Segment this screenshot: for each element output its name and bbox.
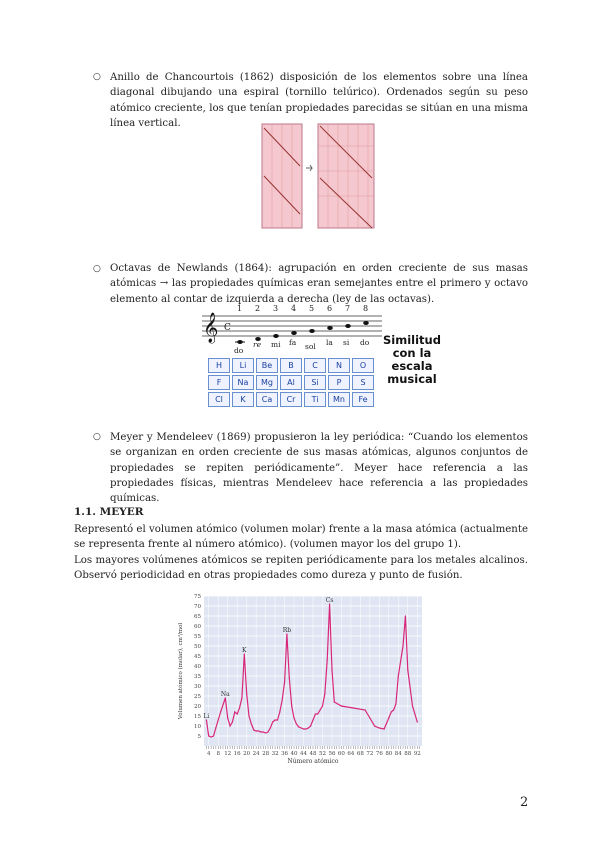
x-tick-label: 20: [243, 751, 251, 757]
data-point: [301, 727, 302, 728]
y-tick-label: 45: [194, 654, 201, 660]
data-point: [293, 717, 294, 718]
data-point: [284, 681, 285, 682]
y-tick-label: 20: [194, 704, 201, 710]
x-tick-label: 28: [262, 751, 270, 757]
element-box: Mn: [328, 392, 350, 407]
data-point: [241, 697, 242, 698]
element-box: Be: [256, 358, 278, 373]
element-box: F: [208, 375, 230, 390]
note-name: do: [234, 346, 244, 355]
chancourtois-paragraph: Anillo de Chancourtois (1862) disposición de los elementos sobre una línea diagonal dibujando una espiral (tornillo telúrico). Ordenados según su peso atómico creciente, los que tenían propiedades parecidas se sitúan en una misma línea vertical.: [110, 72, 528, 129]
data-point: [296, 723, 297, 724]
data-point: [334, 701, 335, 702]
data-point: [317, 713, 318, 714]
data-point: [369, 717, 370, 718]
data-point: [398, 675, 399, 676]
data-point: [353, 707, 354, 708]
data-point: [331, 669, 332, 670]
data-point: [303, 728, 304, 729]
similitud-caption: Similitud con la escala musical: [383, 333, 441, 386]
element-box: B: [280, 358, 302, 373]
x-tick-label: 64: [347, 751, 355, 757]
x-tick-label: 16: [233, 751, 241, 757]
y-tick-label: 15: [194, 714, 201, 720]
data-point: [417, 721, 418, 722]
page-number: 2: [520, 795, 529, 810]
data-point: [279, 711, 280, 712]
data-point: [405, 615, 406, 616]
element-box: Na: [232, 375, 254, 390]
element-box: Li: [232, 358, 254, 373]
y-tick-label: 60: [194, 624, 201, 630]
x-tick-label: 40: [290, 751, 298, 757]
meyer-paragraph-1: Representó el volumen atómico (volumen molar) frente a la masa atómica (actualmente se representa frente al número atómico). (volumen mayor los del grupo 1).: [74, 524, 528, 551]
element-annotation: K: [242, 647, 247, 654]
bullet-icon: ○: [93, 264, 101, 274]
x-tick-label: 12: [224, 751, 232, 757]
y-tick-label: 25: [194, 694, 201, 700]
x-tick-label: 72: [366, 751, 374, 757]
data-point: [253, 729, 254, 730]
element-box: Si: [304, 375, 326, 390]
data-point: [265, 732, 266, 733]
element-box: H: [208, 358, 230, 373]
x-tick-label: 80: [385, 751, 393, 757]
element-box: Ca: [256, 392, 278, 407]
element-box: Cr: [280, 392, 302, 407]
data-point: [305, 728, 306, 729]
x-tick-label: 92: [413, 751, 421, 757]
element-annotation: Li: [203, 713, 210, 720]
note-name: si: [343, 338, 350, 347]
element-box: K: [232, 392, 254, 407]
data-point: [272, 721, 273, 722]
octave-number: 5: [309, 304, 315, 313]
y-tick-label: 5: [197, 734, 201, 740]
data-point: [322, 705, 323, 706]
data-point: [270, 727, 271, 728]
x-tick-label: 48: [309, 751, 317, 757]
element-box: S: [352, 375, 374, 390]
data-point: [312, 719, 313, 720]
data-point: [320, 709, 321, 710]
x-tick-label: 88: [404, 751, 412, 757]
data-point: [365, 709, 366, 710]
data-point: [263, 731, 264, 732]
octave-number: 3: [273, 304, 279, 313]
y-axis-label: Volumen atómico (molar), cm³/mol: [178, 622, 184, 720]
element-box: Mg: [256, 375, 278, 390]
data-point: [407, 669, 408, 670]
y-tick-label: 50: [194, 644, 201, 650]
data-point: [215, 727, 216, 728]
element-box: N: [328, 358, 350, 373]
data-point: [246, 693, 247, 694]
data-point: [388, 717, 389, 718]
octave-number: 1: [237, 304, 243, 313]
data-point: [327, 659, 328, 660]
element-box: Ti: [304, 392, 326, 407]
y-tick-label: 35: [194, 674, 201, 680]
data-point: [234, 711, 235, 712]
data-point: [391, 711, 392, 712]
data-point: [282, 699, 283, 700]
data-point: [324, 693, 325, 694]
note-name: mi: [271, 340, 281, 349]
y-tick-label: 55: [194, 634, 201, 640]
y-tick-label: 65: [194, 614, 201, 620]
data-point: [232, 721, 233, 722]
element-box: Al: [280, 375, 302, 390]
y-tick-label: 40: [194, 664, 201, 670]
octave-number: 8: [363, 304, 369, 313]
data-point: [315, 713, 316, 714]
data-point: [211, 736, 212, 737]
x-tick-label: 76: [375, 751, 383, 757]
data-point: [308, 727, 309, 728]
element-box: C: [304, 358, 326, 373]
octave-number: 2: [255, 304, 261, 313]
x-tick-label: 4: [206, 751, 211, 757]
newlands-figure: [202, 304, 440, 412]
x-tick-label: 84: [394, 751, 402, 757]
y-tick-label: 30: [194, 684, 201, 690]
element-annotation: Cs: [325, 597, 334, 604]
y-tick-label: 75: [194, 594, 201, 600]
data-point: [248, 715, 249, 716]
x-tick-label: 60: [337, 751, 345, 757]
data-point: [274, 719, 275, 720]
x-tick-label: 52: [318, 751, 326, 757]
meyer-paragraph-2: Los mayores volúmenes atómicos se repiten periódicamente para los metales alcalinos. Observó periodicidad en otras propiedades como dureza y punto de fusión.: [74, 555, 528, 582]
data-point: [310, 725, 311, 726]
element-annotation: Rb: [282, 627, 292, 634]
data-point: [383, 728, 384, 729]
x-tick-label: 32: [271, 751, 279, 757]
data-point: [402, 645, 403, 646]
data-point: [291, 705, 292, 706]
x-tick-label: 44: [300, 751, 308, 757]
chancourtois-figure: [250, 116, 380, 232]
y-tick-label: 70: [194, 604, 201, 610]
svg-text:𝄞: 𝄞: [203, 313, 219, 343]
data-point: [341, 705, 342, 706]
data-point: [298, 726, 299, 727]
octave-number: 4: [291, 304, 297, 313]
element-annotation: Na: [220, 691, 230, 698]
element-box: Fe: [352, 392, 374, 407]
note-name: fa: [289, 338, 297, 347]
note-name: do: [360, 338, 370, 347]
x-tick-label: 68: [356, 751, 364, 757]
data-point: [220, 711, 221, 712]
bullet-icon: ○: [93, 72, 101, 82]
element-box: P: [328, 375, 350, 390]
data-point: [256, 730, 257, 731]
octave-number: 7: [345, 304, 351, 313]
x-tick-label: 36: [281, 751, 289, 757]
data-point: [289, 677, 290, 678]
x-tick-label: 8: [216, 751, 220, 757]
data-point: [379, 727, 380, 728]
data-point: [374, 725, 375, 726]
data-point: [239, 707, 240, 708]
note-name: re: [253, 340, 262, 349]
x-axis-label: Número atómico: [287, 758, 339, 765]
element-box: Cl: [208, 392, 230, 407]
meyer-mendeleev-paragraph: Meyer y Mendeleev (1869) propusieron la ley periódica: “Cuando los elementos se organizan en orden creciente de sus masas atómicas, algunos conjuntos de propiedades se repiten periódicamente”. Meyer hace referencia a las propiedades físicas, mientras Mendeleev hace referencia a las propiedades químicas.: [110, 432, 528, 505]
data-point: [267, 731, 268, 732]
x-tick-label: 24: [252, 751, 260, 757]
section-heading: 1.1. MEYER: [74, 506, 144, 518]
data-point: [393, 709, 394, 710]
data-point: [395, 703, 396, 704]
data-point: [251, 723, 252, 724]
data-point: [412, 705, 413, 706]
note-name: la: [326, 338, 333, 347]
x-tick-label: 56: [328, 751, 336, 757]
data-point: [213, 735, 214, 736]
data-point: [229, 725, 230, 726]
data-point: [258, 730, 259, 731]
data-point: [277, 719, 278, 720]
data-point: [260, 731, 261, 732]
data-point: [208, 735, 209, 736]
octave-number: 6: [327, 304, 333, 313]
data-point: [237, 713, 238, 714]
element-box: O: [352, 358, 374, 373]
bullet-icon: ○: [93, 432, 101, 442]
y-tick-label: 10: [194, 724, 201, 730]
atomic-volume-chart: [170, 590, 432, 774]
data-point: [227, 717, 228, 718]
svg-text:C: C: [224, 323, 231, 333]
newlands-paragraph: Octavas de Newlands (1864): agrupación en orden creciente de sus masas atómicas → las propiedades químicas eran semejantes entre el primero y octavo elemento al contar de izquierda a derecha (ley de las octavas).: [110, 263, 528, 305]
note-name: sol: [305, 342, 316, 351]
